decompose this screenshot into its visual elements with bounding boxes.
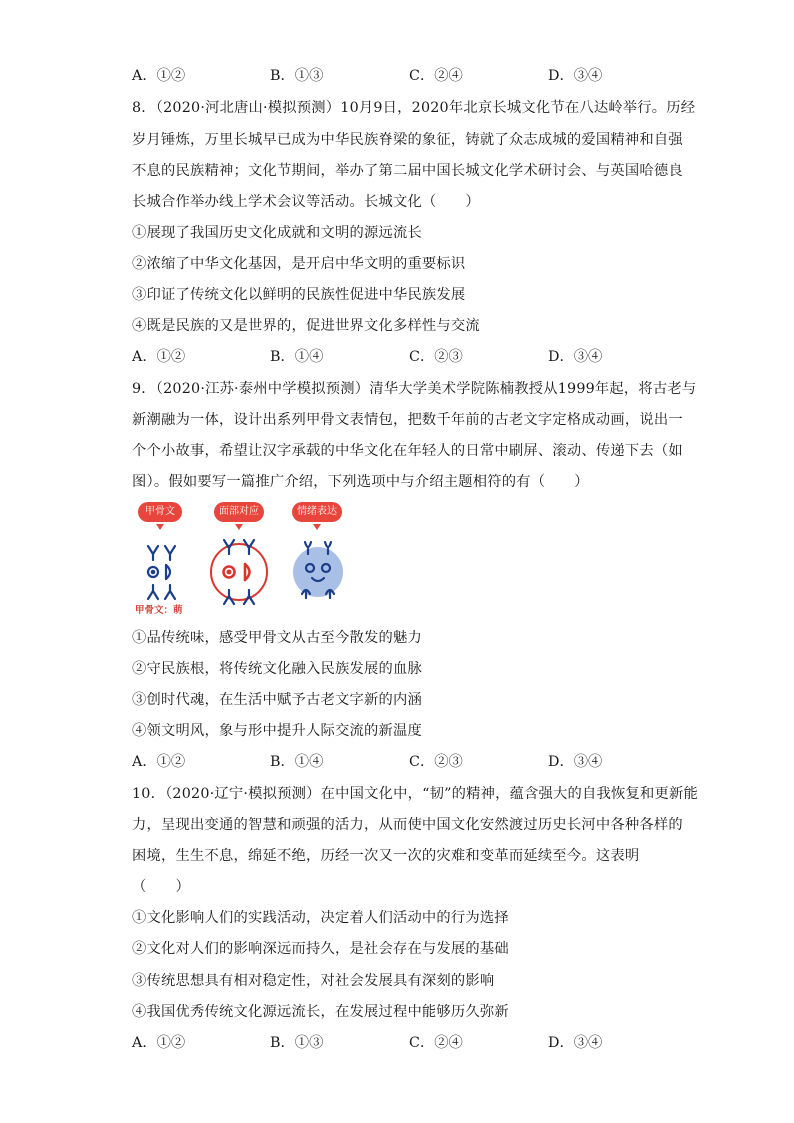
q9-stem-line: 图）。假如要写一篇推广介绍，下列选项中与介绍主题相符的有（ ） — [132, 474, 589, 490]
label-face-mapping: 面部对应 — [214, 502, 264, 522]
q8-options-row — [132, 347, 662, 367]
q8-stem-line: 不息的民族精神；文化节期间，举办了第二届中国长城文化学术研讨会、与英国哈德良 — [132, 163, 683, 179]
q9-option-a: A．①② — [132, 754, 186, 770]
q10-option-a: A．①② — [132, 1035, 186, 1051]
q10-item: ④我国优秀传统文化源远流长，在发展过程中能够历久弥新 — [132, 1004, 509, 1020]
option-a: A．①② — [132, 68, 186, 84]
q10-stem-line: 困境，生生不息，绵延不绝，历经一次又一次的灾难和变革而延续至今。这表明 — [132, 848, 640, 864]
option-c: C．②④ — [409, 68, 463, 84]
q9-option-d: D．③④ — [548, 754, 603, 770]
q9-item: ①品传统味，感受甲骨文从古至今散发的魅力 — [132, 630, 422, 646]
figure-caption: 甲骨文：萌 — [135, 605, 183, 616]
q10-option-c: C．②④ — [409, 1035, 463, 1051]
q10-stem-line: 10．（2020·辽宁·模拟预测）在中国文化中，“韧”的精神，蕴含强大的自我恢复和更新能 — [132, 786, 699, 802]
oracle-glyph-face-icon — [211, 540, 267, 604]
q8-stem-line: 岁月锤炼，万里长城早已成为中华民族脊梁的象征，铸就了众志成城的爱国精神和自强 — [132, 132, 683, 148]
q10-option-b: B．①③ — [270, 1035, 324, 1051]
q8-item: ②浓缩了中华文化基因，是开启中华文明的重要标识 — [132, 256, 466, 272]
q8-item: ④既是民族的又是世界的，促进世界文化多样性与交流 — [132, 318, 480, 334]
q9-item: ④领文明风，象与形中提升人际交流的新温度 — [132, 723, 422, 739]
oracle-glyph-emotion-icon — [293, 542, 343, 598]
q8-option-a: A．①② — [132, 349, 186, 365]
q9-option-c: C．②③ — [409, 754, 463, 770]
q10-stem-line: （ ） — [132, 879, 190, 895]
q9-stem-line: 9．（2020·江苏·泰州中学模拟预测）清华大学美术学院陈楠教授从1999年起，将古老与 — [132, 381, 697, 397]
q8-item: ①展现了我国历史文化成就和文明的源远流长 — [132, 225, 422, 241]
top-options-row — [132, 66, 662, 86]
q9-stem-line: 新潮融为一体，设计出系列甲骨文表情包，把数千年前的古老文字定格成动画，说出一 — [132, 412, 683, 428]
q8-stem-line: 8．（2020·河北唐山·模拟预测）10月9日，2020年北京长城文化节在八达岭举行。历经 — [132, 100, 696, 116]
q9-item: ②守民族根，将传统文化融入民族发展的血脉 — [132, 661, 422, 677]
oracle-bone-figure — [132, 502, 352, 620]
q8-option-c: C．②③ — [409, 349, 463, 365]
q9-stem-line: 个个小故事，希望让汉字承载的中华文化在年轻人的日常中刷屏、滚动、传递下去（如 — [132, 443, 683, 459]
q10-options-row — [132, 1033, 662, 1053]
q10-option-d: D．③④ — [548, 1035, 603, 1051]
q10-item: ②文化对人们的影响深远而持久，是社会存在与发展的基础 — [132, 941, 509, 957]
q9-option-b: B．①④ — [270, 754, 324, 770]
q9-options-row — [132, 752, 662, 772]
q8-option-d: D．③④ — [548, 349, 603, 365]
q8-item: ③印证了传统文化以鲜明的民族性促进中华民族发展 — [132, 287, 466, 303]
q8-stem-line: 长城合作举办线上学术会议等活动。长城文化（ ） — [132, 194, 480, 210]
option-d: D．③④ — [548, 68, 603, 84]
q9-item: ③创时代魂，在生活中赋予古老文字新的内涵 — [132, 692, 422, 708]
label-emotion: 情绪表达 — [292, 502, 342, 522]
q8-option-b: B．①④ — [270, 349, 324, 365]
q10-item: ③传统思想具有相对稳定性，对社会发展具有深刻的影响 — [132, 973, 495, 989]
q10-item: ①文化影响人们的实践活动，决定着人们活动中的行为选择 — [132, 910, 509, 926]
label-oracle-bone: 甲骨文 — [138, 502, 182, 522]
option-b: B．①③ — [270, 68, 324, 84]
q10-stem-line: 力，呈现出变通的智慧和顽强的活力，从而使中国文化安然渡过历史长河中各种各样的 — [132, 817, 683, 833]
oracle-glyph-plain-icon — [148, 546, 175, 599]
